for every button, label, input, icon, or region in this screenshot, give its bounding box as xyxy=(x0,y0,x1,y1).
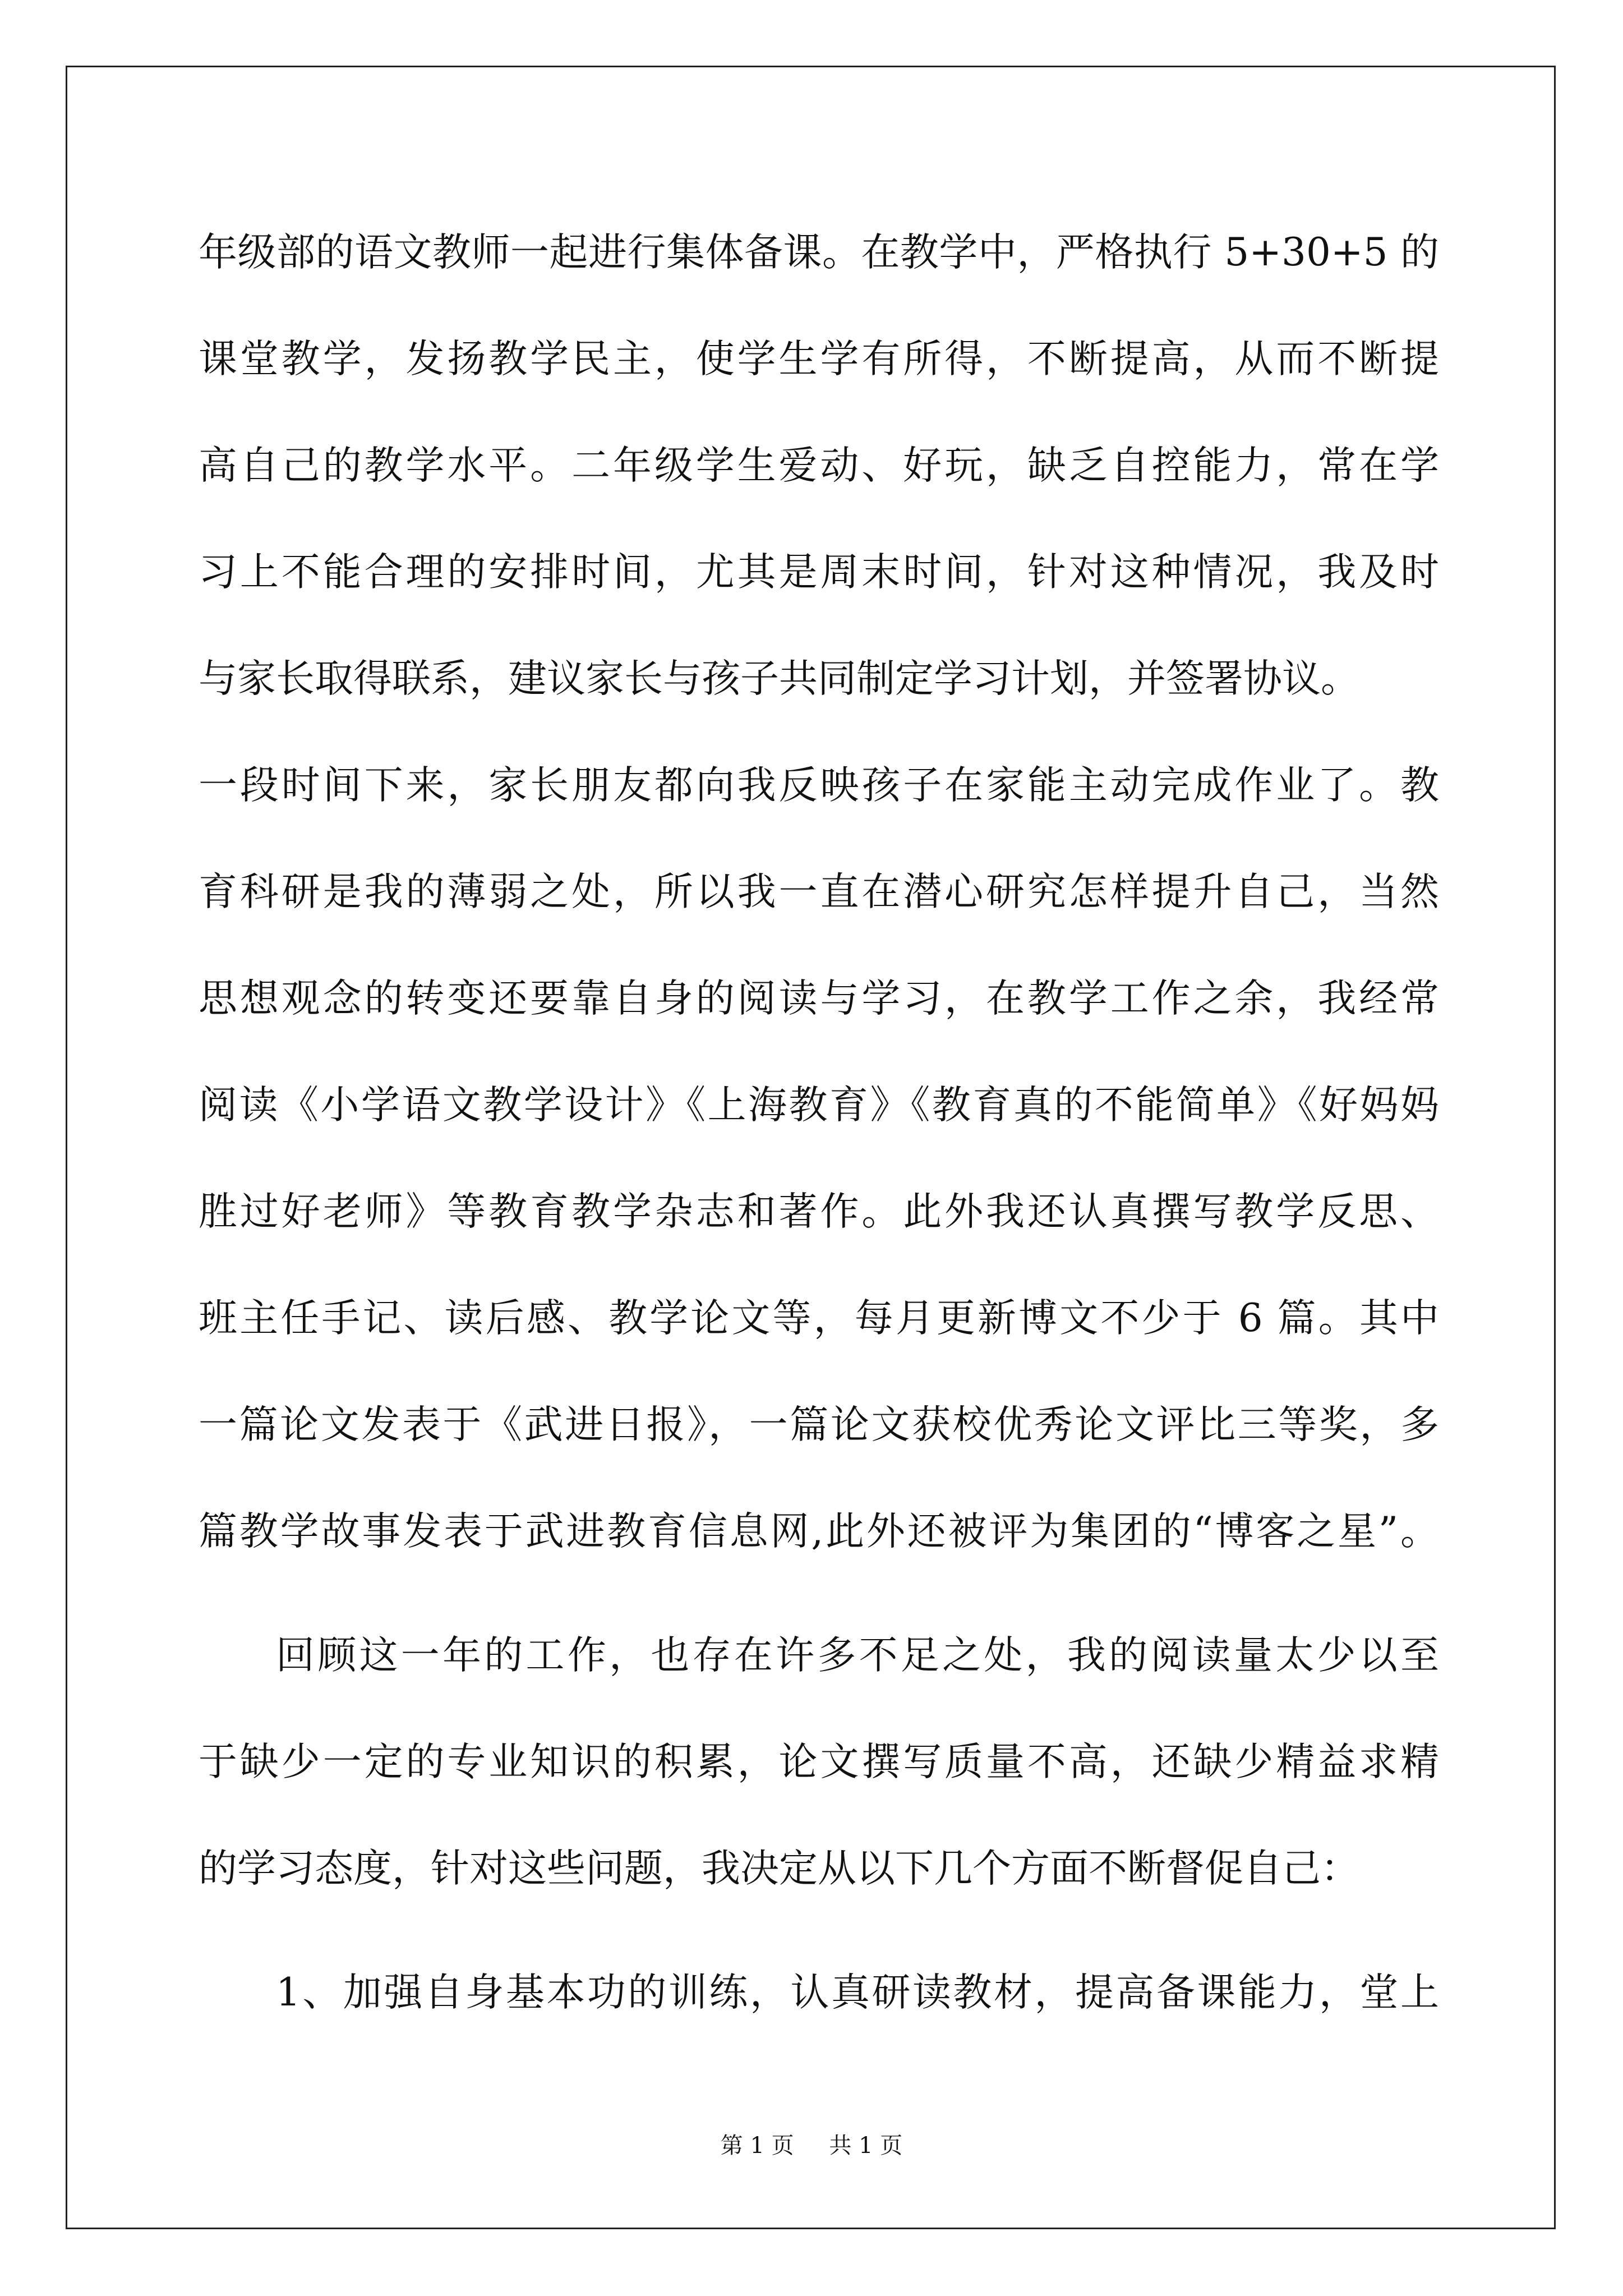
text-line: 一段时间下来，家长朋友都向我反映孩子在家能主动完成作业了。教 xyxy=(199,763,1439,808)
text-line: 与家长取得联系，建议家长与孩子共同制定学习计划，并签署协议。 xyxy=(199,656,1359,701)
paragraph-first-line: 回顾这一年的工作，也存在许多不足之处，我的阅读量太少以至 xyxy=(276,1633,1439,1678)
text-line: 习上不能合理的安排时间，尤其是周末时间，针对这种情况，我及时 xyxy=(199,550,1439,595)
text-line: 育科研是我的薄弱之处，所以我一直在潜心研究怎样提升自己，当然 xyxy=(199,869,1439,914)
page-total: 共 1 页 xyxy=(829,2133,903,2159)
text-line: 年级部的语文教师一起进行集体备课。在教学中，严格执行 5+30+5 的 xyxy=(199,230,1439,275)
text-line: 高自己的教学水平。二年级学生爱动、好玩，缺乏自控能力，常在学 xyxy=(199,443,1439,488)
page-number: 第 1 页 xyxy=(720,2133,794,2159)
text-line: 阅读《小学语文教学设计》《上海教育》《教育真的不能简单》《好妈妈 xyxy=(199,1083,1439,1128)
text-line: 于缺少一定的专业知识的积累，论文撰写质量不高，还缺少精益求精 xyxy=(199,1740,1439,1784)
text-line: 篇教学故事发表于武进教育信息网,此外还被评为集团的“博客之星”。 xyxy=(199,1509,1439,1554)
list-item-first-line: 1、加强自身基本功的训练，认真研读教材，提高备课能力，堂上 xyxy=(276,1970,1439,2015)
text-line: 课堂教学，发扬教学民主，使学生学有所得，不断提高，从而不断提 xyxy=(199,337,1439,381)
text-line: 班主任手记、读后感、教学论文等，每月更新博文不少于 6 篇。其中 xyxy=(199,1296,1439,1341)
text-line: 胜过好老师》等教育教学杂志和著作。此外我还认真撰写教学反思、 xyxy=(199,1189,1439,1234)
text-line: 一篇论文发表于《武进日报》，一篇论文获校优秀论文评比三等奖，多 xyxy=(199,1402,1439,1447)
document-body xyxy=(199,199,1439,2046)
text-line: 思想观念的转变还要靠自身的阅读与学习，在教学工作之余，我经常 xyxy=(199,976,1439,1021)
text-line: 的学习态度，针对这些问题，我决定从以下几个方面不断督促自己： xyxy=(199,1846,1359,1891)
page-footer xyxy=(0,2132,1623,2160)
